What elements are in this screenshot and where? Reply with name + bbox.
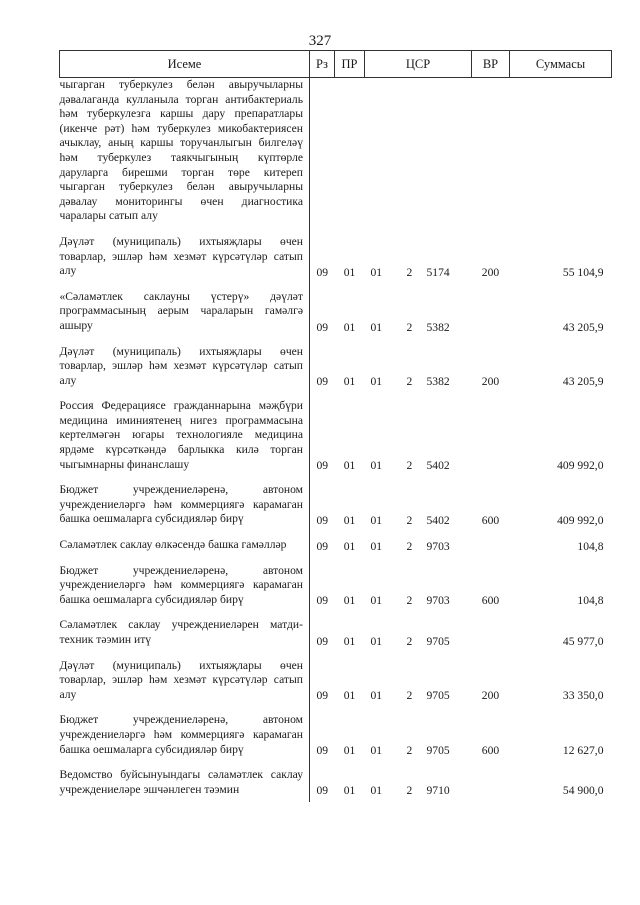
row-sum: 43 205,9: [562, 320, 604, 334]
row-name: Дәүләт (муниципаль) ихтыяҗлары өчен товарлар, эшләр һәм хезмәт күрсәтүләр сатып алу: [60, 339, 310, 394]
row-sum: 43 205,9: [562, 375, 604, 389]
row-name: Бюджет учреждениеләренә, автоном учреждениеләргә һәм коммерциягә карамаган башка оешмаларга субсидияләр бирү: [60, 707, 310, 762]
row-csr: [365, 707, 472, 762]
row-csr3: 5402: [426, 459, 450, 473]
row-rz: 09: [316, 375, 329, 389]
table-row: [60, 393, 612, 477]
row-csr3: 9705: [426, 689, 450, 703]
row-csr2: 2: [406, 320, 413, 334]
row-vr: [472, 612, 510, 652]
row-csr: [365, 284, 472, 339]
row-vr: 600: [481, 744, 500, 758]
table-row: [60, 762, 612, 802]
row-name: Бюджет учреждениеләренә, автоном учреждениеләргә һәм коммерциягә карамаган башка оешмаларга субсидияләр бирү: [60, 558, 310, 613]
table-row: [60, 477, 612, 532]
header-rz: Рз: [310, 51, 335, 78]
row-rz: [310, 78, 335, 229]
row-vr: 200: [481, 689, 500, 703]
header-pr: ПР: [335, 51, 365, 78]
row-vr: [472, 532, 510, 558]
table-row: [60, 229, 612, 284]
row-pr: 01: [343, 594, 356, 608]
row-vr: [472, 284, 510, 339]
row-pr: 01: [343, 634, 356, 648]
row-csr3: 5382: [426, 320, 450, 334]
row-vr: [472, 78, 510, 229]
row-csr1: 01: [370, 320, 383, 334]
row-pr: 01: [343, 265, 356, 279]
table-body: [60, 78, 612, 803]
row-vr: 600: [481, 514, 500, 528]
row-pr: 01: [343, 320, 356, 334]
row-name: чыгарган туберкулез белән авыручыларны дәвалаганда кулланыла торган антибактериаль һәм туберкулезга каршы дару препаратлары (икенче рәт) һәм туберкулез микобактериясен ачыклау, аның каршы торучанлыгын билгеләү һәм туберкулез таякчыгының күптөрле даруларга бирешми торган төре китереп чыгарган туберкулез белән авыручыларны дәвалау мониторингы өчен диагностика чаралары сатып алу: [60, 78, 310, 229]
row-csr1: 01: [370, 689, 383, 703]
budget-table: [59, 50, 612, 802]
row-sum: 104,8: [577, 594, 604, 608]
table-row: [60, 653, 612, 708]
row-csr1: 01: [370, 744, 383, 758]
header-csr: ЦСР: [365, 51, 472, 78]
table-row: [60, 612, 612, 652]
row-csr: [365, 339, 472, 394]
row-vr: [472, 762, 510, 802]
row-csr1: 01: [370, 375, 383, 389]
row-csr2: 2: [406, 539, 413, 553]
table-row: [60, 78, 612, 229]
row-csr: [365, 229, 472, 284]
row-csr1: 01: [370, 539, 383, 553]
row-name: Ведомство буйсынуындагы сәламәтлек саклау учреждениеләре эшчәнлеген тәэмин: [60, 762, 310, 802]
header-sum: Суммасы: [510, 51, 612, 78]
row-csr: [365, 612, 472, 652]
row-name: Бюджет учреждениеләренә, автоном учреждениеләргә һәм коммерциягә карамаган башка оешмаларга субсидияләр бирү: [60, 477, 310, 532]
row-vr: 600: [481, 594, 500, 608]
row-csr2: 2: [406, 375, 413, 389]
row-pr: 01: [343, 539, 356, 553]
table-header-row: [60, 51, 612, 78]
row-rz: 09: [316, 459, 329, 473]
row-csr: [365, 477, 472, 532]
row-rz: 09: [316, 744, 329, 758]
row-rz: 09: [316, 689, 329, 703]
row-csr2: 2: [406, 594, 413, 608]
row-name: «Сәламәтлек саклауны үстерү» дәүләт программасының аерым чараларын гамәлгә ашыру: [60, 284, 310, 339]
row-rz: 09: [316, 594, 329, 608]
page-number: 327: [308, 33, 332, 49]
row-sum: [510, 78, 612, 229]
row-name: Россия Федерациясе гражданнарына мәҗбүри медицина иминиятенең нигез программасына кертелмәгән югары технологияле медицина ярдәме күрсәткәндә барлыкка килә торган чыгымнарны финанслашу: [60, 393, 310, 477]
row-csr3: 5174: [426, 265, 450, 279]
row-csr3: 5402: [426, 514, 450, 528]
row-csr1: 01: [370, 784, 383, 798]
row-csr2: 2: [406, 744, 413, 758]
row-sum: 409 992,0: [557, 514, 604, 528]
row-csr: [365, 653, 472, 708]
table-row: [60, 558, 612, 613]
row-rz: 09: [316, 634, 329, 648]
row-name: Сәламәтлек саклау өлкәсендә башка гамәлләр: [60, 532, 310, 558]
row-csr2: 2: [406, 634, 413, 648]
header-name: Исеме: [60, 51, 310, 78]
row-csr3: 9710: [426, 784, 450, 798]
header-vr: ВР: [472, 51, 510, 78]
row-csr3: 5382: [426, 375, 450, 389]
row-rz: 09: [316, 784, 329, 798]
row-pr: 01: [343, 689, 356, 703]
row-sum: 45 977,0: [562, 634, 604, 648]
row-vr: 200: [481, 375, 500, 389]
row-csr: [365, 532, 472, 558]
row-pr: 01: [343, 375, 356, 389]
row-csr2: 2: [406, 459, 413, 473]
row-sum: 104,8: [577, 539, 604, 553]
row-rz: 09: [316, 514, 329, 528]
row-pr: 01: [343, 514, 356, 528]
row-rz: 09: [316, 265, 329, 279]
row-csr1: 01: [370, 265, 383, 279]
row-vr: 200: [481, 265, 500, 279]
row-csr2: 2: [406, 265, 413, 279]
row-name: Сәламәтлек саклау учреждениеләрен матди-техник тәэмин итү: [60, 612, 310, 652]
row-rz: 09: [316, 539, 329, 553]
row-csr: [365, 78, 472, 229]
row-sum: 409 992,0: [557, 459, 604, 473]
row-csr1: 01: [370, 594, 383, 608]
row-pr: [335, 78, 365, 229]
row-csr2: 2: [406, 514, 413, 528]
row-rz: 09: [316, 320, 329, 334]
row-csr3: 9705: [426, 634, 450, 648]
row-vr: [472, 393, 510, 477]
row-csr3: 9703: [426, 539, 450, 553]
table-row: [60, 707, 612, 762]
row-pr: 01: [343, 459, 356, 473]
table-row: [60, 339, 612, 394]
row-csr: [365, 558, 472, 613]
row-sum: 12 627,0: [562, 744, 604, 758]
row-csr1: 01: [370, 459, 383, 473]
row-csr1: 01: [370, 634, 383, 648]
row-sum: 55 104,9: [562, 265, 604, 279]
row-sum: 54 900,0: [562, 784, 604, 798]
row-name: Дәүләт (муниципаль) ихтыяҗлары өчен товарлар, эшләр һәм хезмәт күрсәтүләр сатып алу: [60, 653, 310, 708]
row-pr: 01: [343, 744, 356, 758]
row-csr1: 01: [370, 514, 383, 528]
row-csr2: 2: [406, 689, 413, 703]
row-csr: [365, 393, 472, 477]
table-row: [60, 284, 612, 339]
row-csr2: 2: [406, 784, 413, 798]
row-sum: 33 350,0: [562, 689, 604, 703]
table-row: [60, 532, 612, 558]
row-name: Дәүләт (муниципаль) ихтыяҗлары өчен товарлар, эшләр һәм хезмәт күрсәтүләр сатып алу: [60, 229, 310, 284]
row-pr: 01: [343, 784, 356, 798]
row-csr3: 9703: [426, 594, 450, 608]
row-csr3: 9705: [426, 744, 450, 758]
row-csr: [365, 762, 472, 802]
